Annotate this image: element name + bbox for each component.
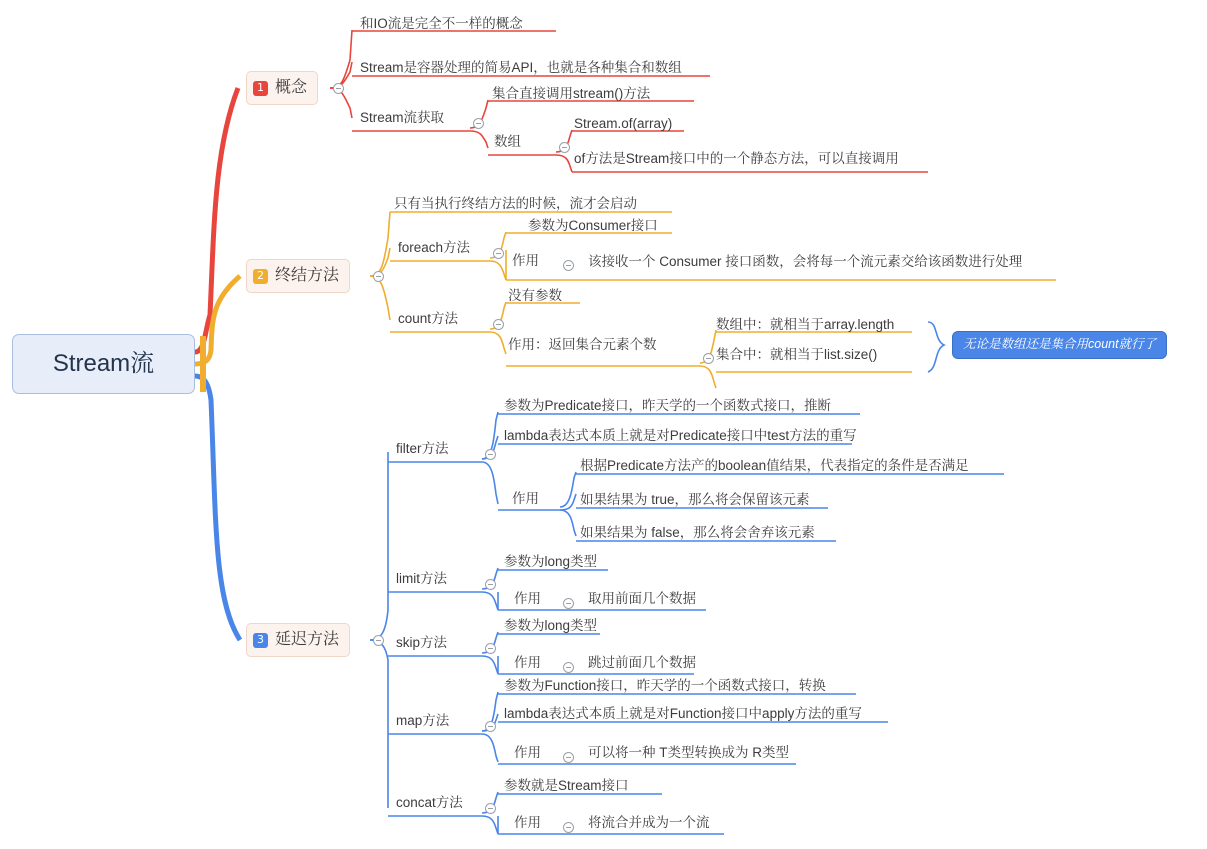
leaf-concept-stream-get[interactable]: Stream流获取 (360, 110, 445, 125)
branch-number-2: 2 (253, 269, 268, 284)
leaf-foreach-usage-text[interactable]: 该接收一个 Consumer 接口函数，会将每一个流元素交给该函数进行处理 (588, 254, 1023, 269)
leaf-array[interactable]: 数组 (494, 134, 521, 149)
leaf-foreach[interactable]: foreach方法 (398, 240, 471, 255)
leaf-concat-param[interactable]: 参数就是Stream接口 (504, 778, 629, 793)
collapse-toggle-map[interactable] (485, 721, 496, 732)
leaf-map-lambda[interactable]: lambda表达式本质上就是对Function接口中apply方法的重写 (504, 706, 862, 721)
root-label: Stream流 (52, 350, 155, 377)
collapse-toggle-stream-get[interactable] (473, 118, 484, 129)
leaf-foreach-param[interactable]: 参数为Consumer接口 (528, 218, 658, 233)
leaf-filter-usage-3[interactable]: 如果结果为 false，那么将会舍弃该元素 (580, 525, 815, 540)
collapse-toggle-lazy[interactable] (373, 635, 384, 646)
leaf-limit-usage-text[interactable]: 取用前面几个数据 (588, 591, 696, 606)
collapse-toggle-skip-usage[interactable] (563, 662, 574, 673)
leaf-collection-stream[interactable]: 集合直接调用stream()方法 (492, 86, 651, 101)
leaf-of-static[interactable]: of方法是Stream接口中的一个静态方法，可以直接调用 (574, 151, 899, 166)
leaf-map[interactable]: map方法 (396, 713, 450, 728)
collapse-toggle-limit-usage[interactable] (563, 598, 574, 609)
branch-label-1: 概念 (275, 79, 308, 96)
branch-label-2: 终结方法 (275, 267, 340, 284)
collapse-toggle-concat[interactable] (485, 803, 496, 814)
leaf-limit[interactable]: limit方法 (396, 571, 447, 586)
leaf-concat-usage-text[interactable]: 将流合并成为一个流 (588, 815, 710, 830)
collapse-toggle-map-usage[interactable] (563, 752, 574, 763)
collapse-toggle-concat-usage[interactable] (563, 822, 574, 833)
leaf-count-noparam[interactable]: 没有参数 (508, 288, 562, 303)
branch-number-3: 3 (253, 633, 268, 648)
collapse-toggle-concept[interactable] (333, 83, 344, 94)
leaf-filter-param[interactable]: 参数为Predicate接口，昨天学的一个函数式接口，推断 (504, 398, 832, 413)
leaf-stream-of[interactable]: Stream.of(array) (574, 116, 673, 131)
leaf-limit-param[interactable]: 参数为long类型 (504, 554, 598, 569)
leaf-terminal-start[interactable]: 只有当执行终结方法的时候，流才会启动 (394, 196, 637, 211)
note-count[interactable]: 无论是数组还是集合用count就行了 (952, 331, 1167, 359)
leaf-map-usage-text[interactable]: 可以将一种 T类型转换成为 R类型 (588, 745, 789, 760)
leaf-count[interactable]: count方法 (398, 311, 459, 326)
branch-node-concept[interactable] (246, 71, 318, 105)
leaf-skip-usage-text[interactable]: 跳过前面几个数据 (588, 655, 696, 670)
collapse-toggle-count-usage[interactable] (703, 353, 714, 364)
collapse-toggle-skip[interactable] (485, 643, 496, 654)
leaf-concept-2[interactable]: Stream是容器处理的简易API，也就是各种集合和数组 (360, 60, 682, 75)
collapse-toggle-foreach-usage[interactable] (563, 260, 574, 271)
collapse-toggle-count[interactable] (493, 319, 504, 330)
leaf-map-usage-label[interactable]: 作用 (514, 745, 541, 760)
leaf-concept-1[interactable]: 和IO流是完全不一样的概念 (360, 16, 523, 31)
leaf-filter[interactable]: filter方法 (396, 441, 449, 456)
collapse-toggle-terminal[interactable] (373, 271, 384, 282)
leaf-map-param[interactable]: 参数为Function接口，昨天学的一个函数式接口，转换 (504, 678, 826, 693)
branch-node-terminal[interactable] (246, 259, 350, 293)
leaf-filter-lambda[interactable]: lambda表达式本质上就是对Predicate接口中test方法的重写 (504, 428, 857, 443)
leaf-filter-usage-2[interactable]: 如果结果为 true，那么将会保留该元素 (580, 492, 810, 507)
leaf-skip[interactable]: skip方法 (396, 635, 448, 650)
branch-number-1: 1 (253, 81, 268, 96)
collapse-toggle-limit[interactable] (485, 579, 496, 590)
leaf-filter-usage-1[interactable]: 根据Predicate方法产的boolean值结果，代表指定的条件是否满足 (580, 458, 969, 473)
leaf-count-collection[interactable]: 集合中：就相当于list.size() (716, 347, 878, 362)
leaf-concat[interactable]: concat方法 (396, 795, 463, 810)
collapse-toggle-foreach[interactable] (493, 248, 504, 259)
leaf-skip-usage-label[interactable]: 作用 (514, 655, 541, 670)
root-node[interactable] (12, 334, 195, 394)
collapse-toggle-array[interactable] (559, 142, 570, 153)
leaf-limit-usage-label[interactable]: 作用 (514, 591, 541, 606)
leaf-foreach-usage-label[interactable]: 作用 (512, 253, 539, 268)
branch-node-lazy[interactable] (246, 623, 350, 657)
leaf-concat-usage-label[interactable]: 作用 (514, 815, 541, 830)
leaf-skip-param[interactable]: 参数为long类型 (504, 618, 598, 633)
leaf-count-usage[interactable]: 作用：返回集合元素个数 (508, 337, 657, 352)
collapse-toggle-filter[interactable] (485, 449, 496, 460)
leaf-count-array[interactable]: 数组中：就相当于array.length (716, 317, 895, 332)
leaf-filter-usage-label[interactable]: 作用 (512, 491, 539, 506)
branch-label-3: 延迟方法 (275, 631, 340, 648)
